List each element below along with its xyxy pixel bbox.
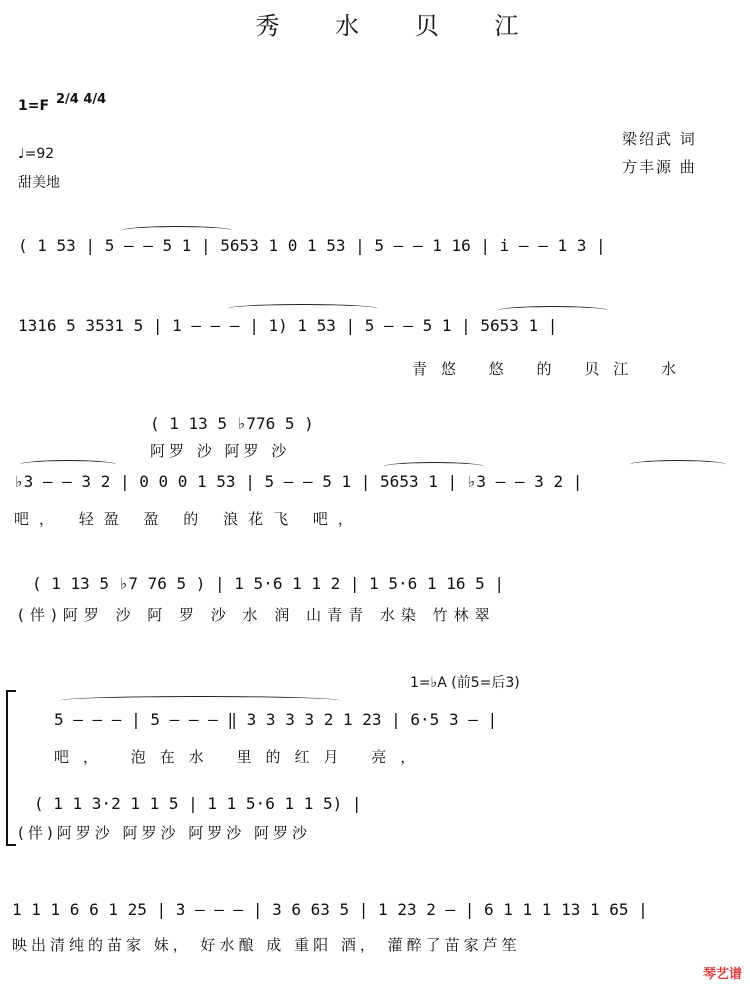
tempo-marking: ♩=92 xyxy=(18,146,55,162)
page-title: 秀 水 贝 江 xyxy=(255,12,543,40)
slur xyxy=(384,462,484,471)
lyric-line-6: 映出清纯的苗家 妹， 好水酿 成 重阳 酒， 灌醉了苗家芦笙 xyxy=(12,936,521,954)
slur xyxy=(60,696,340,705)
lyric-line-3: 吧， 轻盈 盈 的 浪花飞 吧， xyxy=(14,510,363,528)
score-line-5: 5 — — — | 5 — — — ‖ 3 3 3 3 2 1 23 | 6·5 3 — | xyxy=(54,710,498,729)
slur xyxy=(630,460,726,469)
key-signature: 1=F xyxy=(18,98,50,114)
slur xyxy=(228,304,378,313)
score-line-4: ( 1 13 5 ♭7 76 5 ) | 1 5·6 1 1 2 | 1 5·6 1 16 5 | xyxy=(32,574,505,593)
accompaniment-notes-3: ( 1 13 5 ♭776 5 ) xyxy=(150,414,314,433)
score-line-2: 1316 5 3531 5 | 1 — — — | 1) 1 53 | 5 — — 5 1 | 5653 1 | xyxy=(18,316,558,335)
slur xyxy=(122,226,232,235)
score-line-6: 1 1 1 6 6 1 25 | 3 — — — | 3 6 63 5 | 1 23 2 — | 6 1 1 1 13 1 65 | xyxy=(12,900,648,919)
score-line-1: ( 1 53 | 5 — — 5 1 | 5653 1 0 1 53 | 5 — — 1 16 | i — — 1 3 | xyxy=(18,236,606,255)
lyric-line-4: (伴)阿罗 沙 阿 罗 沙 水 润 山青青 水染 竹林翠 xyxy=(18,606,496,624)
lyric-line-2: 青悠 悠 的 贝江 水 xyxy=(412,360,691,378)
accompaniment-lyric-3: 阿罗 沙 阿罗 沙 xyxy=(150,442,291,460)
lyric-line-5: 吧， 泡在水 里的红月 亮， xyxy=(54,748,430,766)
key-change: 1=♭A (前5=后3) xyxy=(410,675,520,691)
accompaniment-notes-5: ( 1 1 3·2 1 1 5 | 1 1 5·6 1 1 5) | xyxy=(34,794,362,813)
composer-credit: 方丰源 曲 xyxy=(622,158,697,176)
time-signature: 2/4 4/4 xyxy=(56,92,107,107)
lyricist-credit: 梁绍武 词 xyxy=(622,130,697,148)
score-line-3: ♭3 — — 3 2 | 0 0 0 1 53 | 5 — — 5 1 | 5653 1 | ♭3 — — 3 2 | xyxy=(14,472,583,491)
slur xyxy=(20,460,116,469)
system-brace xyxy=(6,690,16,846)
slur xyxy=(498,306,608,315)
accompaniment-lyric-5: (伴)阿罗沙 阿罗沙 阿罗沙 阿罗沙 xyxy=(18,824,312,842)
watermark-logo: 琴艺谱 xyxy=(702,967,742,982)
style-marking: 甜美地 xyxy=(18,175,60,191)
